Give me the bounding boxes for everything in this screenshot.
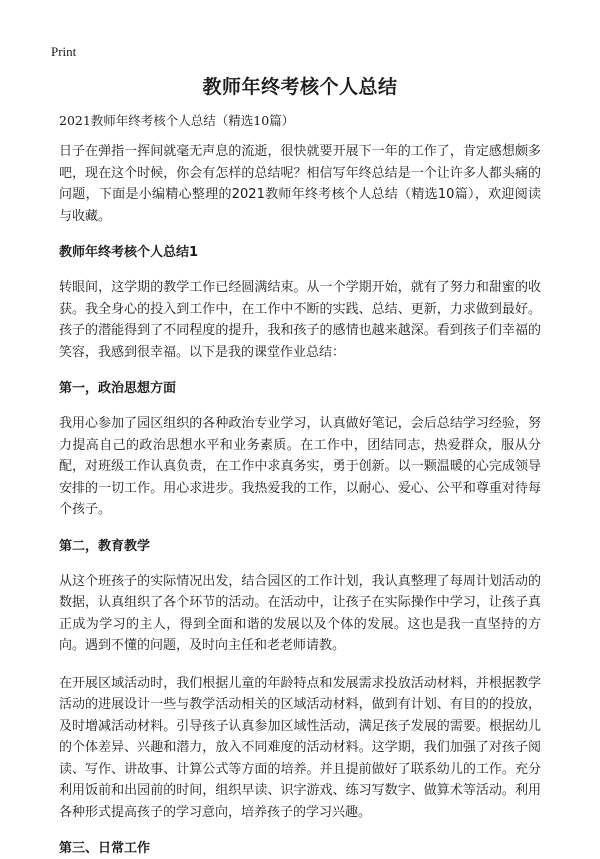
document-subtitle: 2021教师年终考核个人总结（精选10篇）: [59, 113, 295, 128]
section-heading-daily-work: 第三、日常工作: [59, 841, 151, 856]
intro-paragraph: 日子在弹指一挥间就毫无声息的流逝，很快就要开展下一年的工作了，肯定感想颇多吧，现在这个时候，你会有怎样的总结呢？相信写年终总结是一个让许多人都头痛的问题，下面是小编精心整理的2021教师年终考核个人总结（精选10篇），欢迎阅读与收藏。: [59, 144, 541, 224]
section-teaching-paragraph-2: 在开展区域活动时，我们根据儿童的年龄特点和发展需求投放活动材料，并根据教学活动的进展设计一些与教学活动相关的区域活动材料，做到有计划、有目的的投放，及时增减活动材料。引导孩子认真参加区域性活动，满足孩子发展的需要。根据幼儿的个体差异、兴趣和潜力，放入不同难度的活动材料。这学期，我们加强了对孩子阅读、写作、讲故事、计算公式等方面的培养。并且提前做好了联系幼儿的工作。充分利用饭前和出园前的时间，组织早读、识字游戏、练习写数字、做算术等活动。利用各种形式提高孩子的学习意向，培养孩子的学习兴趣。: [59, 675, 541, 820]
section-heading-political: 第一，政治思想方面: [59, 381, 177, 396]
section-political-paragraph: 我用心参加了园区组织的各种政治专业学习，认真做好笔记，会后总结学习经验，努力提高自己的政治思想水平和业务素质。在工作中，团结同志，热爱群众，服从分配，对班级工作认真负责，在工作中求真务实，勇于创新。以一颗温暖的心完成领导安排的一切工作。用心求进步。我热爱我的工作，以耐心、爱心、公平和尊重对待每个孩子。: [59, 416, 541, 517]
article-intro-paragraph: 转眼间，这学期的教学工作已经圆满结束。从一个学期开始，就有了努力和甜蜜的收获。我全身心的投入到工作中，在工作中不断的实践、总结、更新，力求做到最好。孩子的潜能得到了不同程度的提升，我和孩子的感情也越来越深。看到孩子们幸福的笑容，我感到很幸福。以下是我的课堂作业总结：: [59, 280, 541, 360]
document-title: 教师年终考核个人总结: [202, 76, 398, 98]
section-heading-teaching: 第二，教育教学: [59, 538, 151, 554]
print-link[interactable]: Print: [51, 44, 77, 59]
section-teaching-paragraph-1: 从这个班孩子的实际情况出发，结合园区的工作计划，我认真整理了每周计划活动的数据，认真组织了各个环节的活动。在活动中，让孩子在实际操作中学习，让孩子真正成为学习的主人，得到全面和谐的发展以及个体的发展。这也是我一直坚持的方向。遇到不懂的问题，及时向主任和老老师请教。: [59, 573, 541, 653]
article-heading: 教师年终考核个人总结1: [59, 245, 199, 260]
